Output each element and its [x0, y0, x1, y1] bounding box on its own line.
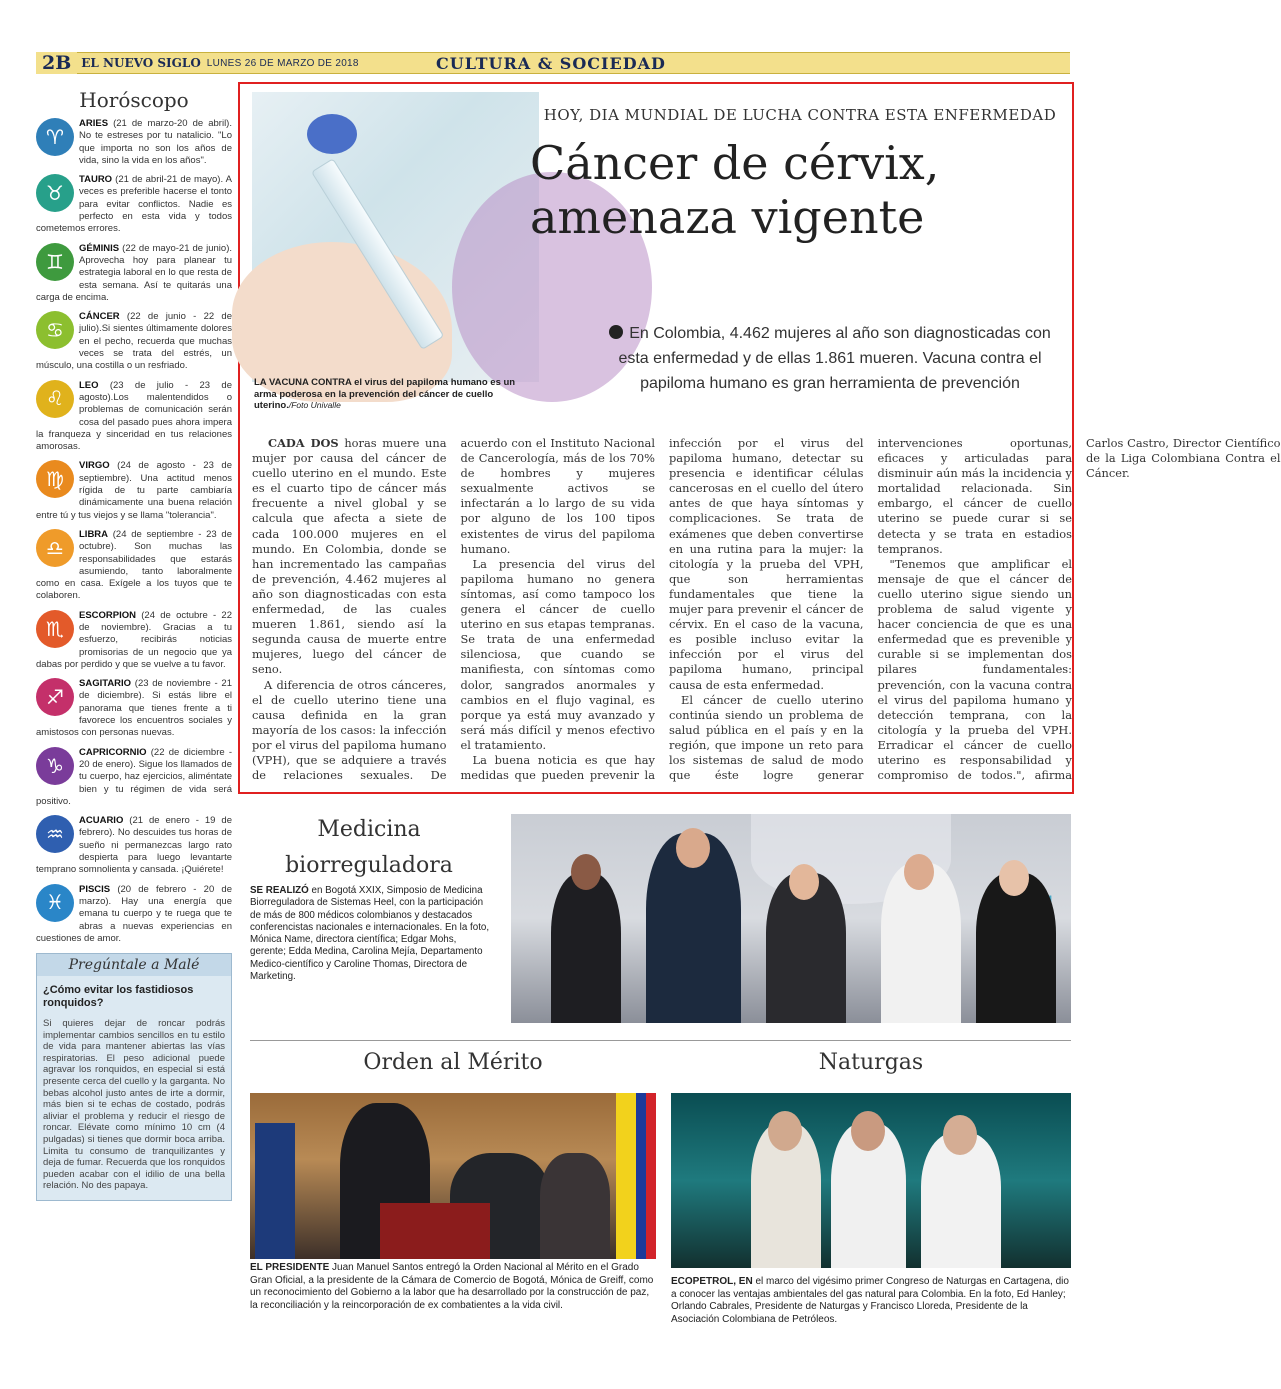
naturgas-lead: ECOPETROL, EN — [671, 1276, 753, 1287]
aquarius-icon: ♒ — [36, 815, 74, 853]
orden-lead: EL PRESIDENTE — [250, 1262, 330, 1273]
article-paragraph: "Tenemos que amplificar el mensaje de que el cáncer de cuello uterino sigue siendo un problema de salud vigente y hacer conciencia de que es una enfermedad que es prevenible y curable si se implementan dos pilares fundamentales: prevención, con la vacuna contra el virus del papiloma humano y detección temprana, con la citología y la prueba del VPH. Erradicar el cáncer de cuello uterino es responsabilidad y compromiso de todos.", afirma Carlos Castro, Director Científico de la Liga Colombiana Contra el Cáncer. — [877, 436, 1281, 783]
photo-credit: /Foto Univalle — [288, 400, 341, 410]
horoscope-sign — [36, 747, 232, 808]
sign-text: (21 de abril-21 de mayo). A veces es preferible hacerse el tonto para evitar conflictos. Nadie es perfecto en esta vida y todos cometemos errores. — [36, 174, 232, 235]
sign-text: (22 de junio - 22 de julio).Si sientes últimamente dolores en el pecho, recuerda que muchas veces se trata del estrés, un músculo, una costilla o un resfriado. — [36, 311, 232, 372]
horoscope-sidebar — [36, 82, 232, 1201]
horoscope-sign — [36, 311, 232, 372]
page-number: 2B — [36, 52, 77, 74]
naturgas-title: Naturgas — [818, 1050, 924, 1075]
advice-banner: Pregúntale a Malé — [37, 954, 231, 976]
advice-answer: Si quieres dejar de roncar podrás implementar cambios sencillos en tu estilo de vida para mantener abiertas las vías respiratorias. El peso adicional puede agravar los ronquidos, en especial si está presente cerca del cuello y la garganta. No bebas alcohol justo antes de irte a dormir, más bien si te echas de costado, podrás aliviar el problema y reducir el riesgo de roncar. Elévate como mínimo 10 cm (4 pulgadas) si tienes que dormir boca arriba. Limita tu consumo de tranquilizantes y deja de fumar. Recuerda que los ronquidos pueden acabar con el idilio de una bella relación. No des papaya. — [43, 1018, 225, 1192]
taurus-icon: ♉ — [36, 174, 74, 212]
sign-text: (24 de agosto - 23 de septiembre). Una actitud menos rígida de tu parte cambiaría dinámicamente una buena relación entre tú y tus viejos y se llama "tolerancia". — [36, 460, 232, 521]
sagittarius-icon: ♐ — [36, 678, 74, 716]
pisces-icon: ♓ — [36, 884, 74, 922]
advice-question: ¿Cómo evitar los fastidiosos ronquidos? — [43, 984, 194, 1010]
sign-text: (23 de noviembre - 21 de diciembre). Si estás libre el panorama que tienes frente a ti favorece los encuentros sociales y amistosos con personas nuevas. — [36, 678, 232, 739]
bullet-icon — [609, 325, 623, 339]
sign-name: PISCIS — [79, 883, 111, 895]
sign-name: GÉMINIS — [79, 242, 120, 254]
horoscope-list — [36, 118, 232, 945]
article-subhead — [600, 321, 1060, 396]
page-header — [36, 52, 1070, 74]
vaccine-photo — [252, 92, 539, 382]
main-article — [238, 82, 1281, 794]
sign-name: TAURO — [79, 174, 113, 186]
article-paragraph: La presencia del virus del papiloma humano no genera síntomas, así como tampoco los genera el cáncer de cuello uterino en sus etapas tempranas. Se trata de una enfermedad silenciosa, que cuando se manifiesta, con síntomas como dolor, sangrados anormales y cambios en el flujo vaginal, es porque ya está muy avanzado y será más difícil y menos efectivo el tratamiento. — [460, 556, 655, 752]
sign-name: LEO — [79, 379, 99, 391]
capricorn-icon: ♑ — [36, 747, 74, 785]
sign-name: VIRGO — [79, 460, 110, 472]
libra-icon: ♎ — [36, 529, 74, 567]
sign-text: (21 de enero - 19 de febrero). No descuides tus horas de sueño ni permanezcas largo rato despierta para luego levantarte temprano somnolienta y cansada. ¡Quiérete! — [36, 815, 232, 876]
photo-caption — [254, 377, 538, 412]
sign-text: (24 de octubre - 22 de noviembre). Gracias a tu esfuerzo, recibirás noticias promisorias de un negocio que ya dabas por perdido y que se vuelve a tu favor. — [36, 609, 232, 670]
horoscope-sign — [36, 815, 232, 876]
article-kicker: HOY, DIA MUNDIAL DE LUCHA CONTRA ESTA ENFERMEDAD — [543, 106, 1057, 124]
article-paragraph: El cáncer de cuello uterino continúa siendo un problema de salud pública en el país y en la región, que impone un reto para los sistemas de salud de modo que éste logre generar intervenciones oportunas, eficaces y articuladas para disminuir aún más la incidencia y mortalidad relacionada. Sin embargo, el cáncer de cuello uterino se puede curar si se detecta y se trata en estadios tempranos. — [669, 436, 1072, 783]
horoscope-title: Horóscopo — [79, 88, 189, 112]
medicina-photo — [511, 814, 1071, 1023]
sign-name: ARIES — [79, 118, 109, 129]
advice-box — [36, 953, 232, 1201]
leo-icon: ♌ — [36, 380, 74, 418]
orden-photo — [250, 1093, 656, 1259]
horoscope-sign — [36, 610, 232, 671]
horoscope-sign — [36, 243, 232, 304]
caption-text: LA VACUNA CONTRA el virus del papiloma humano es un arma poderosa en la prevención del cáncer de cuello uterino. — [254, 377, 516, 411]
sign-text: (24 de septiembre - 23 de octubre). Son muchas las responsabilidades que estarás asumiendo, tanto laboralmente como en casa. Exígele a los tuyos que te colaboren. — [36, 528, 232, 602]
section-title: CULTURA & SOCIEDAD — [436, 53, 666, 73]
aries-icon: ♈ — [36, 118, 74, 156]
article-lead: CADA DOS — [268, 436, 339, 450]
medicina-title: Medicina biorreguladora — [285, 817, 453, 878]
sign-name: CAPRICORNIO — [79, 746, 147, 758]
sign-name: LIBRA — [79, 528, 109, 540]
article-body — [252, 436, 1281, 786]
medicina-lead: SE REALIZÓ — [250, 885, 309, 896]
cancer-icon: ♋ — [36, 311, 74, 349]
horoscope-sign — [36, 380, 232, 454]
sign-text: (22 de mayo-21 de junio). Aprovecha hoy para planear tu estrategia laboral en lo que resta de esta semana. Así te quitarás una carga de encima. — [36, 242, 232, 303]
sign-text: (20 de febrero - 20 de marzo). Hay una energía que emana tu cuerpo y te ruega que te abras a nuevas experiencias en cuestiones de amor. — [36, 883, 232, 944]
publication-name: EL NUEVO SIGLO — [81, 56, 201, 70]
sign-name: CÁNCER — [79, 311, 120, 323]
gemini-icon: ♊ — [36, 243, 74, 281]
subhead-text: En Colombia, 4.462 mujeres al año son diagnosticadas con esta enfermedad y de ellas 1.861 mueren. Vacuna contra el papiloma humano es gran herramienta de prevención — [618, 325, 1051, 392]
naturgas-photo — [671, 1093, 1071, 1268]
horoscope-sign — [36, 118, 232, 167]
orden-title: Orden al Mérito — [363, 1050, 543, 1075]
medicina-caption: SE REALIZÓ en Bogotá XXIX, Simposio de Medicina Biorreguladora de Sistemas Heel, con la participación de más de 800 médicos colombianos y destacados conferencistas nacionales e internacionales. En la foto, Mónica Name, directora científica; Edgar Mohs, gerente; Edda Medina, Carolina Mejía, Departamento Medico-científico y Caroline Thomas, Directora de Marketing. — [250, 885, 490, 983]
section-divider — [250, 1040, 1071, 1041]
sign-name: ESCORPION — [79, 609, 137, 621]
horoscope-sign — [36, 529, 232, 603]
publication-date: LUNES 26 DE MARZO DE 2018 — [206, 57, 359, 69]
virgo-icon: ♍ — [36, 460, 74, 498]
article-paragraph: La buena noticia es que hay medidas que pueden prevenir la infección por el virus del papiloma humano, detectar su presencia e identificar células cancerosas en el cuello del útero antes de que haya síntomas y complicaciones. Se trata de exámenes que deben convertirse en una rutina para la mujer: la citología y la prueba del VPH, que son herramientas fundamentales que tiene la mujer para prevenir el cáncer de cérvix. En el caso de la vacuna, es posible incluso evitar la infección por el virus del papiloma humano, principal causa de esta enfermedad. — [460, 436, 864, 783]
sign-text: (22 de diciembre - 20 de enero). Sigue los llamados de tu cuerpo, haz ejercicios, aliméntate bien y tu régimen de vida será positivo. — [36, 746, 232, 807]
orden-caption: EL PRESIDENTE Juan Manuel Santos entregó la Orden Nacional al Mérito en el Grado Gran Oficial, a la presidente de la Cámara de Comercio de Bogotá, Mónica de Greiff, como un reconocimiento del Gobierno a la labor que ha desarrollado por la construcción de paz, la reconciliación y la reincorporación de ex combatientes a la vida civil. — [250, 1262, 654, 1311]
horoscope-sign — [36, 678, 232, 739]
article-paragraph: A diferencia de otros cánceres, el de cuello uterino tiene una causa definida en la gran mayoría de los casos: la infección por el virus del papiloma humano (VPH), que se adquiere a través de relaciones sexuales. De acuerdo con el Instituto Nacional de Cancerología, más de los 70% de hombres y mujeres sexualmente activos se infectarán a lo largo de su vida por alguno de los 100 tipos existentes de virus del papiloma humano. — [252, 436, 655, 783]
naturgas-caption: ECOPETROL, EN el marco del vigésimo primer Congreso de Naturgas en Cartagena, dio a conocer las ventajas ambientales del gas natural para Colombia. En la foto, Ed Hanley; Orlando Cabrales, Presidente de Naturgas y Francisco Lloreda, Presidente de la Asociación Colombiana de Petróleos. — [671, 1276, 1069, 1325]
article-headline: Cáncer de cérvix, amenaza vigente — [530, 136, 940, 244]
sign-name: ACUARIO — [79, 815, 124, 827]
horoscope-sign — [36, 174, 232, 235]
sign-text: (23 de julio - 23 de agosto).Los malentendidos o problemas de comunicación serán cosa del pasado pues ahora impera la franqueza y sinceridad en tus relaciones amorosas. — [36, 379, 232, 453]
scorpio-icon: ♏ — [36, 610, 74, 648]
sign-name: SAGITARIO — [79, 678, 132, 690]
sign-text: (21 de marzo-20 de abril). No te estreses por tu natalicio. "Lo que importa no son los años de vida, sino la vida en los años". — [79, 118, 232, 166]
article-paragraph: CADA DOS horas muere una mujer por causa del cáncer de cuello uterino en el mundo. Este es el cuarto tipo de cáncer más frecuente a nivel global y se calcula que afecta a siete de cada 100.000 mujeres en el mundo. En Colombia, donde se han incrementado las campañas de prevención, 4.462 mujeres al año son diagnosticadas con esta enfermedad, de las cuales mueren 1.861, siendo así la segunda causa de muerte entre mujeres, luego del cáncer de seno. — [252, 436, 447, 677]
horoscope-sign — [36, 460, 232, 521]
horoscope-sign — [36, 884, 232, 945]
